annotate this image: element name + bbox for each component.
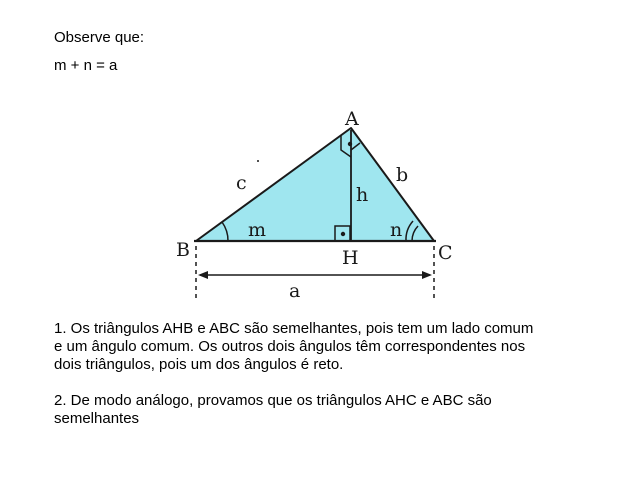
paragraph-1-line: dois triângulos, pois um dos ângulos é reto.: [54, 356, 344, 373]
label-height-h: h: [356, 184, 369, 206]
label-side-a: a: [289, 280, 301, 302]
stray-dot: [257, 160, 259, 162]
paragraph-1: [54, 320, 594, 374]
label-segment-m: m: [248, 219, 267, 241]
dimension-arrow-left: [198, 271, 208, 279]
intro-text: Observe que:: [54, 29, 145, 46]
label-vertex-a: A: [345, 108, 359, 130]
right-angle-dot-a: [348, 142, 352, 146]
label-side-c: c: [236, 172, 247, 194]
paragraph-1-line: e um ângulo comum. Os outros dois ângulos têm correspondentes nos: [54, 338, 526, 355]
dimension-arrow-right: [422, 271, 432, 279]
label-segment-n: n: [390, 219, 403, 241]
label-vertex-b: B: [176, 239, 190, 261]
equation-text: m + n = a: [54, 57, 118, 74]
right-angle-dot-h: [341, 232, 345, 236]
label-side-b: b: [396, 164, 409, 186]
label-vertex-c: C: [438, 242, 453, 264]
label-foot-h: H: [342, 247, 359, 269]
paragraph-2-line: 2. De modo análogo, provamos que os triângulos AHC e ABC são: [54, 392, 492, 409]
paragraph-2-line: semelhantes: [54, 410, 140, 427]
paragraph-1-line: 1. Os triângulos AHB e ABC são semelhantes, pois tem um lado comum: [54, 320, 534, 337]
paragraph-2: [54, 392, 594, 428]
